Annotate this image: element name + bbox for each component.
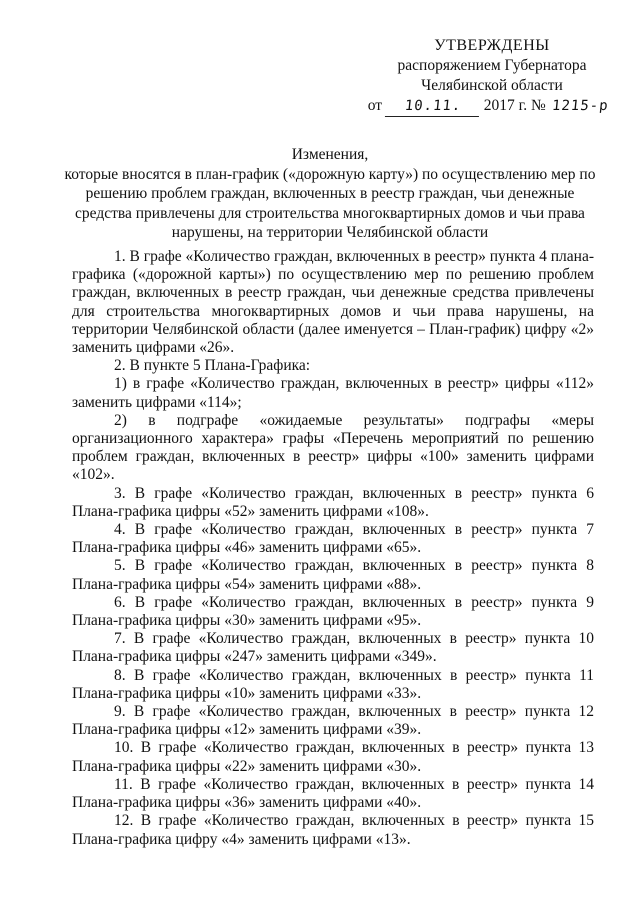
date-prefix: от (367, 97, 383, 114)
paragraph-8: 8. В графе «Количество граждан, включенных в реестр» пункта 11 Плана-графика цифры «10» заменить цифрами «33». (72, 666, 594, 702)
document-heading (60, 145, 600, 243)
paragraph-7: 7. В графе «Количество граждан, включенных в реестр» пункта 10 Плана-графика цифры «247» заменить цифрами «349». (72, 630, 594, 666)
paragraph-11: 11. В графе «Количество граждан, включенных в реестр» пункта 14 Плана-графика цифры «36» заменить цифрами «40». (72, 775, 594, 812)
paragraph-12: 12. В графе «Количество граждан, включенных в реестр» пункта 15 Плана-графика цифру «4» заменить цифрами «13». (72, 812, 594, 848)
handwritten-date: 10.11. (385, 96, 481, 117)
paragraph-3: 3. В графе «Количество граждан, включенных в реестр» пункта 6 Плана-графика цифры «52» заменить цифрами «108». (72, 484, 594, 520)
approval-stamp-block (367, 36, 612, 117)
paragraph-2-1: 1) в графе «Количество граждан, включенных в реестр» цифры «112» заменить цифрами «114»; (72, 375, 594, 411)
paragraph-9: 9. В графе «Количество граждан, включенных в реестр» пункта 12 Плана-графика цифры «12» заменить цифрами «39». (72, 703, 594, 739)
document-body (72, 248, 594, 849)
heading-line-4: нарушены, на территории Челябинской области (171, 224, 489, 241)
heading-title: Изменения, (291, 146, 369, 163)
paragraph-4: 4. В графе «Количество граждан, включенных в реестр» пункта 7 Плана-графика цифры «46» заменить цифрами «65». (72, 521, 594, 557)
year-text: 2017 г. № (483, 97, 546, 114)
heading-line-3: средства привлечены для строительства многоквартирных домов и чьи права (75, 204, 585, 222)
paragraph-5: 5. В графе «Количество граждан, включенных в реестр» пункта 8 Плана-графика цифры «54» заменить цифрами «88». (72, 557, 594, 593)
paragraph-1: 1. В графе «Количество граждан, включенных в реестр» пункта 4 плана-графика («дорожной карты») по осуществлению мер по решению проблем граждан, включенных в реестр граждан, чьи денежные средства привлечены для строительства многоквартирных домов и чьи права нарушены, на территории Челябинской области (далее именуется – План-график) цифру «2» заменить цифрами «26». (72, 248, 594, 357)
heading-line-2: решению проблем граждан, включенных в реестр граждан, чьи денежные (85, 185, 575, 202)
paragraph-2-2: 2) в подграфе «ожидаемые результаты» подграфы «меры организационного характера» графы «Перечень мероприятий по решению проблем граждан, включенных в реестр» цифры «100» заменить цифрами «102». (72, 411, 594, 484)
approval-title: УТВЕРЖДЕНЫ (434, 37, 550, 54)
approval-date-line (366, 96, 612, 117)
paragraph-10: 10. В графе «Количество граждан, включенных в реестр» пункта 13 Плана-графика цифры «22» заменить цифрами «30». (72, 739, 594, 775)
approval-line-1: распоряжением Губернатора (397, 57, 587, 74)
paragraph-2: 2. В пункте 5 Плана-Графика: (114, 357, 311, 375)
paragraph-6: 6. В графе «Количество граждан, включенных в реестр» пункта 9 Плана-графика цифры «30» заменить цифрами «95». (72, 593, 594, 630)
approval-line-2: Челябинской области (421, 77, 563, 94)
heading-line-1: которые вносятся в план-график («дорожную карту») по осуществлению мер по (64, 165, 596, 183)
handwritten-number: 1215-р (550, 98, 610, 114)
